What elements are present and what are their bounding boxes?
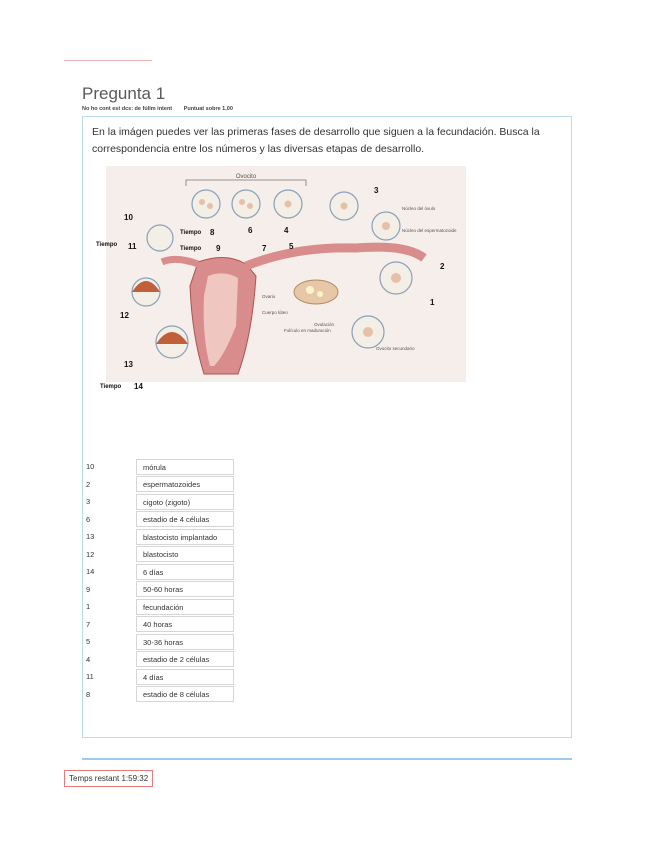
figure-number-9: 9 [216,244,221,253]
match-answer-cell [136,633,234,651]
figure-number-13: 13 [124,360,133,369]
match-number: 14 [86,567,95,577]
table-row [86,598,234,616]
match-answer-select[interactable]: estadio de 8 células [136,686,234,702]
table-row [86,546,234,564]
match-number: 8 [86,689,91,699]
match-answer-cell [136,546,234,564]
time-label: Tiempo [96,242,118,248]
table-row [86,633,234,651]
match-answer-cell [136,598,234,616]
match-number: 5 [86,637,91,647]
match-number: 3 [86,497,91,507]
time-label: Tiempo [180,230,202,236]
match-number: 6 [86,514,91,524]
match-number: 4 [86,654,91,664]
match-answer-cell [136,616,234,634]
figure-number-10: 10 [124,213,133,222]
bottom-divider [82,758,572,760]
match-number: 10 [86,462,95,472]
table-row [86,563,234,581]
table-row [86,476,234,494]
top-divider [64,60,152,61]
time-label: Tiempo [180,246,202,252]
figure-number-14: 14 [134,382,143,391]
figure-number-1: 1 [430,298,435,307]
match-answer-cell [136,528,234,546]
question-text: En la imágen puedes ver las primeras fases de desarrollo que siguen a la fecundación. Busca la correspondencia entre los números y las diversas etapas de desarrollo. [92,126,540,155]
match-answer-cell [136,511,234,529]
table-row [86,651,234,669]
table-row [86,528,234,546]
caption-secondary-oocyte: Ovocito secundario [376,346,415,351]
table-row [86,686,234,704]
match-answer-select[interactable]: espermatozoides [136,476,234,492]
match-answer-select[interactable]: 4 días [136,669,234,685]
figure-number-12: 12 [120,311,129,320]
figure-number-3: 3 [374,186,379,195]
match-answer-cell [136,651,234,669]
question-score: Puntuat sobre 1,00 [183,106,233,112]
match-answer-select[interactable]: 40 horas [136,616,234,632]
match-answer-cell [136,458,234,476]
match-number: 12 [86,549,95,559]
time-label: Tiempo [100,384,122,390]
match-answer-cell [136,686,234,704]
caption-ovary: Ovario [262,294,276,299]
figure-number-8: 8 [210,228,215,237]
table-row [86,458,234,476]
match-answer-select[interactable]: estadio de 2 células [136,651,234,667]
match-number: 1 [86,602,91,612]
question-meta [82,106,243,112]
table-row [86,581,234,599]
match-answer-select[interactable]: blastocisto implantado [136,529,234,545]
figure-number-4: 4 [284,226,289,235]
match-answer-cell [136,581,234,599]
match-answer-select[interactable]: 30-36 horas [136,634,234,650]
figure-number-5: 5 [289,242,294,251]
figure-number-2: 2 [440,262,445,271]
caption-ovulation: Ovulación [314,322,335,327]
table-row [86,668,234,686]
match-answer-cell [136,493,234,511]
match-answer-select[interactable]: cigoto (zigoto) [136,494,234,510]
development-illustration [106,166,466,382]
match-number: 7 [86,619,91,629]
question-status: No ho cont est dcs: de fúllm intent [82,106,173,112]
table-row [86,493,234,511]
figure-number-11: 11 [128,242,137,251]
match-answer-select[interactable]: fecundación [136,599,234,615]
match-number: 11 [86,672,94,682]
table-row [86,616,234,634]
match-answer-select[interactable]: mórula [136,459,234,475]
caption-follicle: Folículo en maduración [284,328,331,333]
question-title: Pregunta 1 [82,84,166,103]
match-answer-cell [136,476,234,494]
match-answer-cell [136,668,234,686]
figure-title: Ovocito [235,174,257,180]
match-answer-cell [136,563,234,581]
caption-nucleus-ovum: Núcleo del óvulo [402,206,436,211]
time-remaining: Temps restant 1:59:32 [64,770,153,787]
match-answer-select[interactable]: 6 días [136,564,234,580]
caption-nucleus-sperm: Núcleo del espermatozoide [402,228,457,233]
figure-number-6: 6 [248,226,253,235]
caption-corpus-luteum: Cuerpo lúteo [262,310,288,315]
match-answer-select[interactable]: estadio de 4 células [136,511,234,527]
match-number: 9 [86,584,91,594]
table-row [86,511,234,529]
figure-number-7: 7 [262,244,267,253]
match-answer-select[interactable]: 50-60 horas [136,581,234,597]
match-answer-select[interactable]: blastocisto [136,546,234,562]
match-number: 13 [86,532,95,542]
match-number: 2 [86,479,91,489]
matching-table [86,458,234,703]
